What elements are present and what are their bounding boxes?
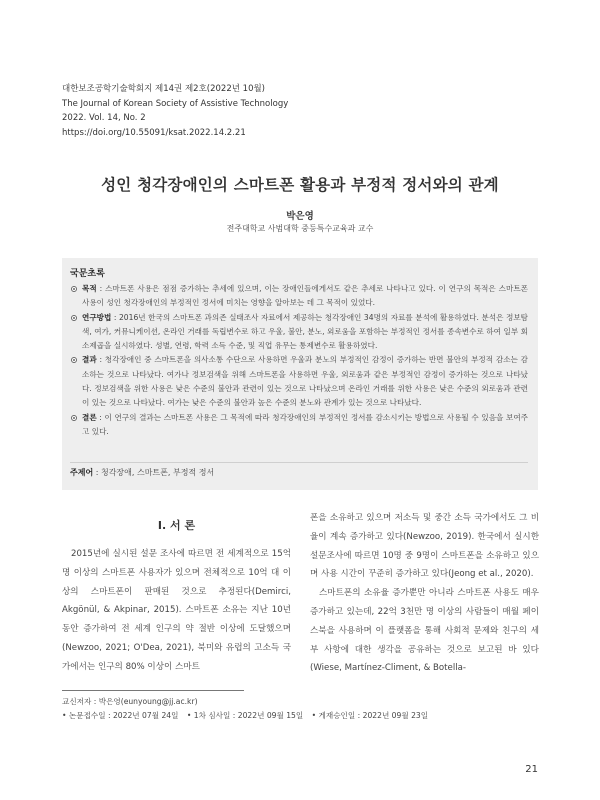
abstract-purpose: [70, 282, 528, 311]
page-number: 21: [525, 764, 538, 775]
abstract-method: [70, 311, 528, 354]
abstract-purpose-label: 목적: [82, 284, 97, 293]
body-paragraph: 2015년에 실시된 설문 조사에 따르면 전 세계적으로 15억 명 이상의 스마트폰 사용자가 있으며 전체적으로 10억 대 이상의 스마트폰이 판매된 것으로 추정된다(Demirci, Akgönül, & Akpinar, 2015). 스마트폰 소유는 지난 10년 동안 증가하여 전 세계 인구의 약 절반 이상에 도달했으며(Newzoo, 2021; O'Dea, 2021), 북미와 유럽의 고소득 국가에서는 인구의 80% 이상이 스마트: [62, 549, 291, 672]
keywords-divider: [70, 462, 528, 463]
bullet-icon: [71, 286, 77, 292]
abstract-method-text: : 2016년 한국의 스마트폰 과의존 실태조사 자료에서 제공하는 청각장애인 34명의 자료를 분석에 활용하였다. 분석은 정보탐색, 여가, 커뮤니케이션, 온라인 거래를 독립변수로 하고 우울, 불안, 분노, 외로움을 포함하는 부정적인 정서를 종속변수로 하여 일부 회소제곱을 실시하였다. 성별, 연령, 학력 소득 수준, 및 직업 유무는 통제변수로 활용하였다.: [82, 312, 529, 351]
submission-dates: [62, 710, 428, 721]
body-paragraph: 스마트폰의 소유율 증가뿐만 아니라 스마트폰 사용도 매우 증가하고 있는데, 22억 3천만 명 이상의 사람들이 매월 페이스북을 사용하며 이 플랫폼을 통해 사회적 문제와 친구의 세부 사항에 대한 생각을 공유하는 것으로 보고된 바 있다(Wiese, Martínez-Climent, & Botella-: [310, 588, 539, 674]
journal-info: [62, 82, 288, 140]
abstract-conclusion-label: 결론: [82, 412, 97, 422]
abstract-method-label: 연구방법: [82, 312, 112, 322]
abstract-results: [70, 353, 528, 410]
journal-name-korean: 대한보조공학기술학회지 제14권 제2호(2022년 10월): [62, 84, 265, 94]
abstract-results-label: 결과: [82, 355, 97, 365]
accepted-date: • 게재승인일 : 2022년 09월 23일: [311, 711, 429, 720]
section-heading: Ⅰ. 서 론: [157, 519, 196, 532]
journal-volume: 2022. Vol. 14, No. 2: [62, 113, 146, 124]
author-affiliation: 전주대학교 사범대학 중등특수교육과 교수: [226, 224, 374, 233]
abstract-conclusion: [70, 411, 528, 440]
body-column-right: [310, 509, 539, 678]
abstract-conclusion-text: : 이 연구의 결과는 스마트폰 사용은 그 목적에 따라 청각장애인의 부정적인 정서를 감소시키는 방법으로 사용될 수 있음을 보여주고 있다.: [82, 412, 528, 436]
author-name: 박은영: [286, 211, 314, 222]
corresponding-author-note: 교신저자 : 박은영(eunyoung@jj.ac.kr): [62, 697, 198, 706]
bullet-icon: [71, 315, 77, 321]
received-date: • 논문접수일 : 2022년 07월 24일: [62, 711, 179, 720]
footnote-divider: [62, 690, 244, 691]
keywords-text: : 청각장애, 스마트폰, 부정적 정서: [93, 468, 215, 477]
paper-title: 성인 청각장애인의 스마트폰 활용과 부정적 정서와의 관계: [101, 176, 499, 194]
abstract-box: [62, 258, 538, 490]
body-column-left: [62, 512, 291, 677]
journal-name-english: The Journal of Korean Society of Assistive Technology: [62, 98, 289, 109]
bullet-icon: [71, 415, 77, 421]
keywords-label: 주제어: [70, 468, 94, 477]
body-paragraph: 폰을 소유하고 있으며 저소득 및 중간 소득 국가에서도 그 비율이 계속 증가하고 있다(Newzoo, 2019). 한국에서 실시한 설문조사에 따르면 10명 중 9명이 스마트폰을 소유하고 있으며 사용 시간이 꾸준히 증가하고 있다(Jeong et al., 2020).: [310, 513, 539, 580]
journal-doi-link[interactable]: https://doi.org/10.55091/ksat.2022.14.2.21: [62, 127, 246, 138]
keywords: [70, 467, 214, 478]
abstract-results-text: : 청각장애인 중 스마트폰을 의사소통 수단으로 사용하면 우울과 분노의 부정적인 감정이 증가하는 반면 불안의 부정적 감소는 감소하는 것으로 나타났다. 여가나 정보검색을 위해 스마트폰을 사용하면 우울, 외로움과 같은 부정적인 감정이 증가하는 것으로 나타났다. 정보검색을 위한 사용은 낮은 수준의 불안과 관련이 있는 것으로 나타났으며 온라인 거래를 위한 사용은 낮은 수준의 외로움과 관련이 있는 것으로 나타났다. 여가는 낮은 수준의 불안과 높은 수준의 분노와 관계가 있는 것으로 나타났다.: [82, 355, 528, 408]
review-date: • 1차 심사일 : 2022년 09월 15일: [186, 711, 304, 720]
abstract-purpose-text: : 스마트폰 사용은 점점 증가하는 추세에 있으며, 이는 장애인들에게서도 같은 추세로 나타나고 있다. 이 연구의 목적은 스마트폰 사용이 성인 청각장애인의 부정적인 정서에 미치는 영향을 알아보는 데 그 목적이 있었다.: [82, 284, 528, 308]
bullet-icon: [71, 357, 77, 363]
abstract-heading: 국문초록: [70, 269, 105, 279]
